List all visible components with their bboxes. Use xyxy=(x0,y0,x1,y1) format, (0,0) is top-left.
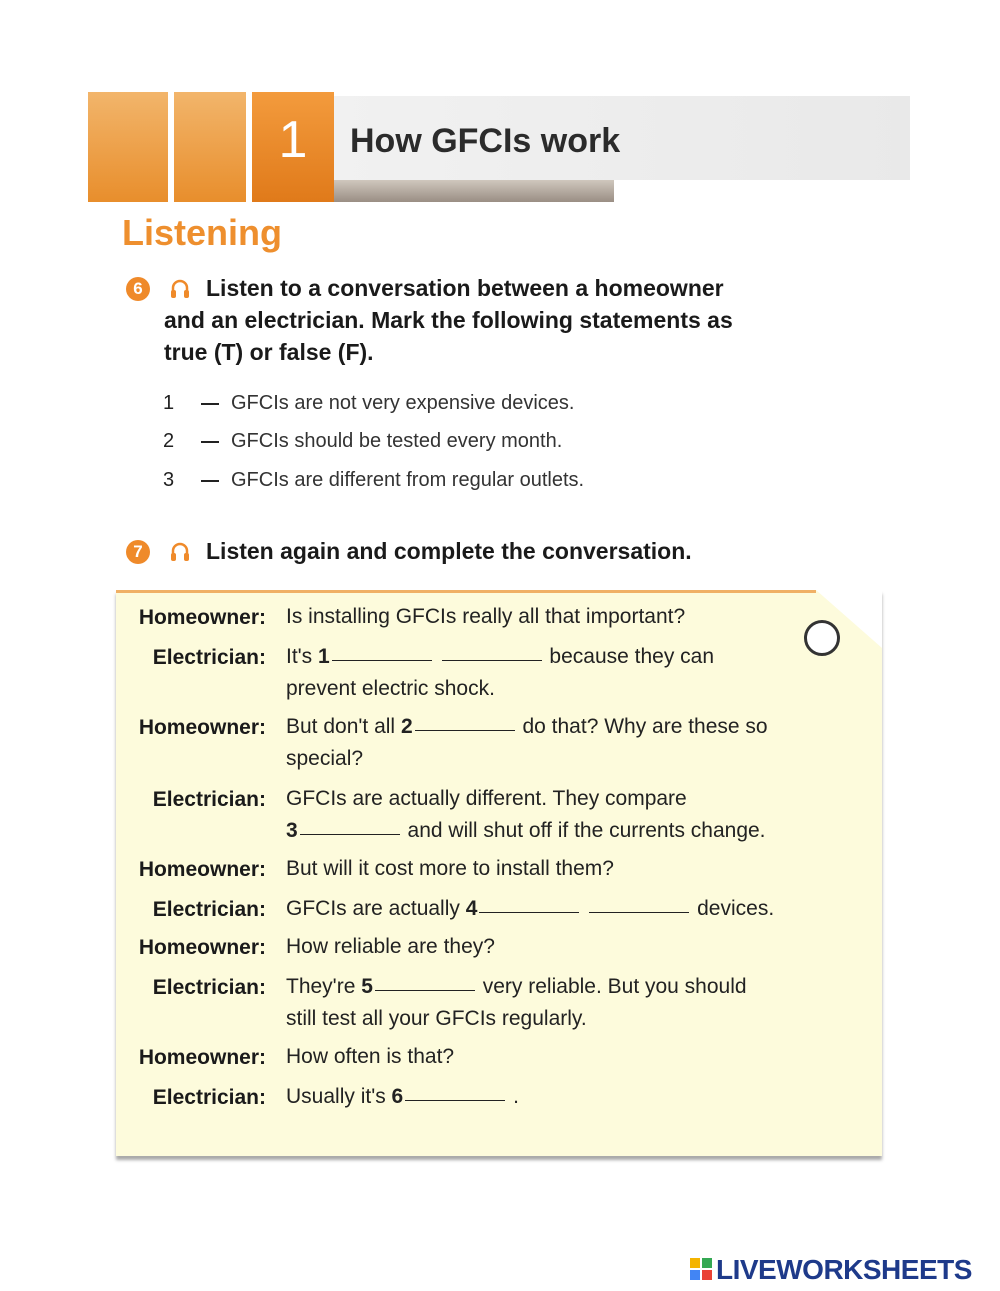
gap-blank[interactable] xyxy=(375,989,475,991)
gap-blank[interactable] xyxy=(300,833,400,835)
statement-item xyxy=(163,430,562,453)
gap-number: 4 xyxy=(465,897,478,920)
speaker-electrician: Electrician: xyxy=(152,1086,266,1109)
banner-shadow xyxy=(334,180,614,202)
dialogue-line: still test all your GFCIs regularly. xyxy=(286,1007,587,1030)
headphones-icon xyxy=(170,541,190,563)
conversation-box xyxy=(116,590,882,1156)
speaker-electrician: Electrician: xyxy=(152,788,266,811)
exercise-instruction-line: true (T) or false (F). xyxy=(164,339,374,365)
exercise-instruction-line: and an electrician. Mark the following statements as xyxy=(164,307,733,333)
speaker-electrician: Electrician: xyxy=(152,898,266,921)
dialogue-text: do that? Why are these so xyxy=(522,715,768,738)
exercise-number-badge: 7 xyxy=(126,540,150,564)
dialogue-line xyxy=(286,1085,519,1109)
gap-blank[interactable] xyxy=(332,659,432,661)
dialogue-text: devices. xyxy=(697,897,775,920)
dialogue-text: GFCIs are actually xyxy=(286,897,460,920)
gap-number: 6 xyxy=(391,1085,404,1108)
gap-number: 1 xyxy=(318,645,330,668)
dialogue-text: and will shut off if the currents change. xyxy=(407,819,766,842)
statement-item xyxy=(163,469,584,492)
speaker-homeowner: Homeowner: xyxy=(138,936,266,959)
liveworksheets-logo xyxy=(690,1254,990,1284)
statement-text: GFCIs are not very expensive devices. xyxy=(231,392,575,414)
dialogue-text: They're xyxy=(286,975,356,998)
dialogue-line xyxy=(286,819,766,843)
dialogue-line: Is installing GFCIs really all that important? xyxy=(286,605,686,628)
dialogue-line: special? xyxy=(286,747,364,770)
gap-blank[interactable] xyxy=(589,911,689,913)
dialogue-text: It's xyxy=(286,645,313,668)
speaker-homeowner: Homeowner: xyxy=(138,1046,266,1069)
gap-blank[interactable] xyxy=(479,911,579,913)
statement-number: 3 xyxy=(163,469,175,491)
dialogue-line xyxy=(286,645,714,669)
dialogue-text: . xyxy=(513,1085,519,1108)
exercise-instruction: Listen again and complete the conversation. xyxy=(206,538,692,564)
dialogue-text: But don't all xyxy=(286,715,396,738)
dialogue-line: How often is that? xyxy=(286,1045,455,1068)
dialogue-line: GFCIs are actually different. They compare xyxy=(286,787,687,810)
speaker-electrician: Electrician: xyxy=(152,646,266,669)
speaker-electrician: Electrician: xyxy=(152,976,266,999)
gap-number: 3 xyxy=(286,819,298,842)
answer-blank[interactable] xyxy=(201,480,219,482)
unit-number: 1 xyxy=(278,111,308,169)
gap-blank[interactable] xyxy=(405,1099,505,1101)
banner-tab xyxy=(88,92,168,202)
box-top-edge xyxy=(116,590,816,593)
gap-number: 5 xyxy=(361,975,373,998)
dialogue-line: But will it cost more to install them? xyxy=(286,857,614,880)
title-bar xyxy=(334,96,910,180)
speaker-homeowner: Homeowner: xyxy=(138,606,266,629)
answer-blank[interactable] xyxy=(201,441,219,443)
statement-number: 1 xyxy=(163,392,175,414)
punch-hole xyxy=(804,620,840,656)
dialogue-text: very reliable. But you should xyxy=(482,975,747,998)
dialogue-line: How reliable are they? xyxy=(286,935,495,958)
statement-text: GFCIs should be tested every month. xyxy=(231,430,563,452)
dialogue-text: because they can xyxy=(549,645,715,668)
gap-blank[interactable] xyxy=(442,659,542,661)
logo-text: LIVEWORKSHEETS xyxy=(716,1254,972,1285)
gap-blank[interactable] xyxy=(415,729,515,731)
banner-tab xyxy=(174,92,246,202)
section-heading: Listening xyxy=(122,212,282,253)
logo-icon xyxy=(690,1258,712,1280)
statement-number: 2 xyxy=(163,430,175,452)
exercise-number-badge: 6 xyxy=(126,277,150,301)
dialogue-line xyxy=(286,897,774,921)
dialogue-text: Usually it's xyxy=(286,1085,386,1108)
dialogue-line xyxy=(286,715,768,739)
dialogue-line: prevent electric shock. xyxy=(286,677,495,700)
speaker-homeowner: Homeowner: xyxy=(138,716,266,739)
unit-banner xyxy=(88,92,910,202)
page-title: How GFCIs work xyxy=(350,122,621,160)
dialogue-line xyxy=(286,975,747,999)
headphones-icon xyxy=(170,278,190,300)
statement-item xyxy=(163,392,574,415)
exercise-instruction-line: Listen to a conversation between a homeowner xyxy=(206,275,724,301)
speaker-homeowner: Homeowner: xyxy=(138,858,266,881)
answer-blank[interactable] xyxy=(201,403,219,405)
gap-number: 2 xyxy=(400,715,413,738)
unit-number-box xyxy=(252,92,334,202)
statement-text: GFCIs are different from regular outlets. xyxy=(231,469,585,491)
